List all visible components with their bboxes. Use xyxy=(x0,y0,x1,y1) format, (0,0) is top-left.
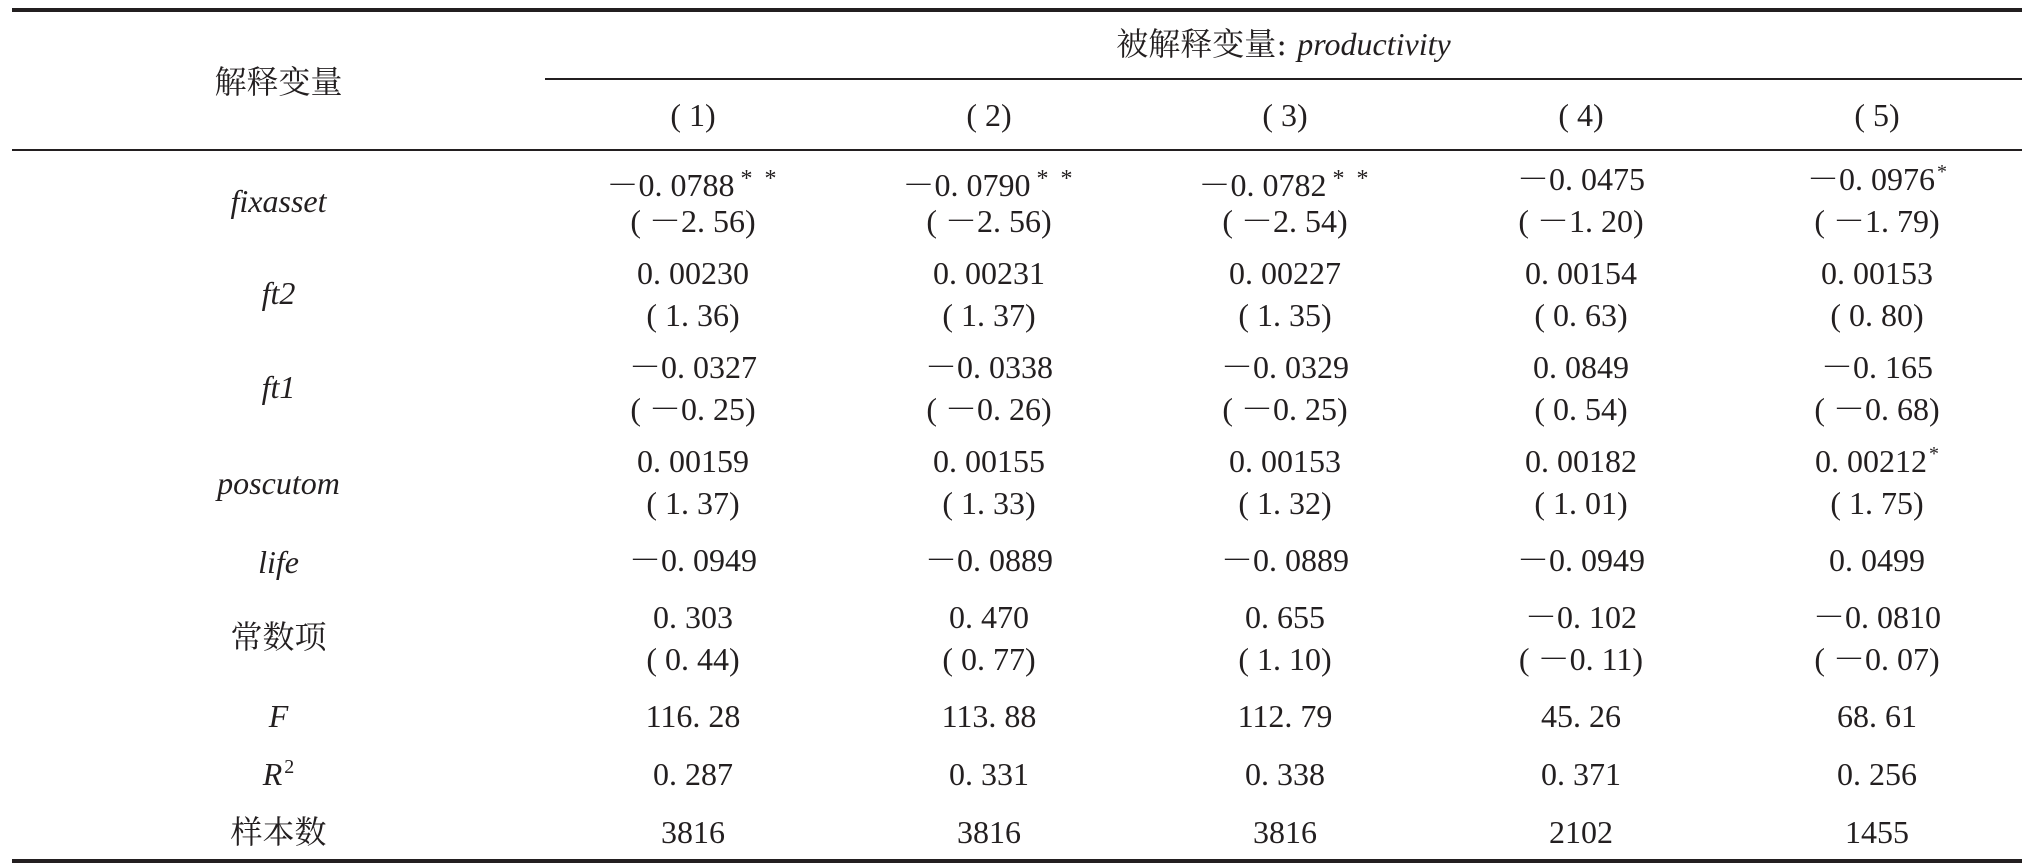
coef-fixasset-1: －0. 0788 * * xyxy=(606,166,780,203)
value-n-3: 3816 xyxy=(1253,814,1317,850)
table-top-rule xyxy=(12,8,2022,12)
coef-fixasset-5: －0. 0976 * xyxy=(1806,161,1947,197)
tstat-ft2-2: ( 1. 37) xyxy=(942,297,1036,333)
coef-constant-5: －0. 0810 xyxy=(1812,599,1941,635)
tstat-constant-1: ( 0. 44) xyxy=(646,641,740,677)
coef-constant-4: －0. 102 xyxy=(1524,599,1637,635)
tstat-ft2-1: ( 1. 36) xyxy=(646,297,740,333)
value-r2-3: 0. 338 xyxy=(1245,756,1325,792)
value-f-5: 68. 61 xyxy=(1837,698,1917,734)
tstat-fixasset-2: ( －2. 56) xyxy=(926,203,1052,239)
coef-life-2: －0. 0889 xyxy=(924,542,1053,578)
tstat-ft1-5: ( －0. 68) xyxy=(1814,391,1940,427)
coef-fixasset-2: －0. 0790 * * xyxy=(902,166,1076,203)
value-n-4: 2102 xyxy=(1549,814,1613,850)
coef-constant-3: 0. 655 xyxy=(1245,599,1325,635)
column-header-5: ( 5) xyxy=(1854,97,1900,133)
tstat-poscutom-2: ( 1. 33) xyxy=(942,485,1036,521)
value-n-2: 3816 xyxy=(957,814,1021,850)
table-spanner-rule xyxy=(545,78,2022,80)
coef-ft1-2: －0. 0338 xyxy=(924,349,1053,385)
table-header-rule xyxy=(12,149,2022,151)
table-bottom-rule xyxy=(12,859,2022,863)
coef-life-1: －0. 0949 xyxy=(628,542,757,578)
coef-poscutom-1: 0. 00159 xyxy=(637,443,749,479)
coef-poscutom-5: 0. 00212 * xyxy=(1815,443,1939,479)
column-header-2: ( 2) xyxy=(966,97,1012,133)
value-n-1: 3816 xyxy=(661,814,725,850)
coef-poscutom-4: 0. 00182 xyxy=(1525,443,1637,479)
header-row-label: 解释变量 xyxy=(214,63,343,101)
value-f-1: 116. 28 xyxy=(645,698,741,734)
coef-constant-2: 0. 470 xyxy=(949,599,1029,635)
value-f-2: 113. 88 xyxy=(941,698,1037,734)
coef-fixasset-3: －0. 0782 * * xyxy=(1198,166,1372,203)
tstat-constant-2: ( 0. 77) xyxy=(942,641,1036,677)
tstat-constant-3: ( 1. 10) xyxy=(1238,641,1332,677)
tstat-ft1-1: ( －0. 25) xyxy=(630,391,756,427)
row-label-constant: 常数项 xyxy=(230,618,327,656)
coef-poscutom-3: 0. 00153 xyxy=(1229,443,1341,479)
column-header-3: ( 3) xyxy=(1262,97,1308,133)
coef-ft1-1: －0. 0327 xyxy=(628,349,757,385)
row-label-f-statistic: F xyxy=(268,698,289,734)
coef-ft1-4: 0. 0849 xyxy=(1533,349,1629,385)
value-r2-1: 0. 287 xyxy=(653,756,733,792)
coef-constant-1: 0. 303 xyxy=(653,599,733,635)
coef-life-4: －0. 0949 xyxy=(1516,542,1645,578)
value-f-4: 45. 26 xyxy=(1541,698,1621,734)
dependent-variable-name: productivity xyxy=(1297,26,1451,62)
coef-ft2-5: 0. 00153 xyxy=(1821,255,1933,291)
tstat-ft1-2: ( －0. 26) xyxy=(926,391,1052,427)
tstat-ft1-4: ( 0. 54) xyxy=(1534,391,1628,427)
dependent-variable-prefix: 被解释变量: xyxy=(1116,25,1298,63)
tstat-poscutom-1: ( 1. 37) xyxy=(646,485,740,521)
tstat-fixasset-3: ( －2. 54) xyxy=(1222,203,1348,239)
value-n-5: 1455 xyxy=(1845,814,1909,850)
tstat-fixasset-5: ( －1. 79) xyxy=(1814,203,1940,239)
coef-ft1-3: －0. 0329 xyxy=(1220,349,1349,385)
value-r2-2: 0. 331 xyxy=(949,756,1029,792)
coef-ft2-2: 0. 00231 xyxy=(933,255,1045,291)
tstat-poscutom-4: ( 1. 01) xyxy=(1534,485,1628,521)
row-label-sample-size: 样本数 xyxy=(230,813,327,851)
value-r2-5: 0. 256 xyxy=(1837,756,1917,792)
row-label-ft2: ft2 xyxy=(261,275,296,311)
dependent-variable-heading xyxy=(545,24,2022,64)
tstat-constant-4: ( －0. 11) xyxy=(1518,641,1644,677)
tstat-ft1-3: ( －0. 25) xyxy=(1222,391,1348,427)
row-label-life: life xyxy=(258,544,299,580)
row-label-ft1: ft1 xyxy=(261,369,296,405)
column-header-1: ( 1) xyxy=(670,97,716,133)
coef-life-5: 0. 0499 xyxy=(1829,542,1925,578)
coef-fixasset-4: －0. 0475 xyxy=(1516,161,1645,197)
value-f-3: 112. 79 xyxy=(1237,698,1333,734)
row-label-poscutom: poscutom xyxy=(217,465,340,501)
row-label-r-squared: R $^2$ xyxy=(262,756,295,792)
tstat-poscutom-5: ( 1. 75) xyxy=(1830,485,1924,521)
column-header-4: ( 4) xyxy=(1558,97,1604,133)
coef-ft2-1: 0. 00230 xyxy=(637,255,749,291)
tstat-poscutom-3: ( 1. 32) xyxy=(1238,485,1332,521)
tstat-ft2-4: ( 0. 63) xyxy=(1534,297,1628,333)
coef-poscutom-2: 0. 00155 xyxy=(933,443,1045,479)
coef-ft2-4: 0. 00154 xyxy=(1525,255,1637,291)
coef-ft2-3: 0. 00227 xyxy=(1229,255,1341,291)
row-label-fixasset: fixasset xyxy=(230,183,327,219)
tstat-ft2-3: ( 1. 35) xyxy=(1238,297,1332,333)
tstat-constant-5: ( －0. 07) xyxy=(1814,641,1940,677)
value-r2-4: 0. 371 xyxy=(1541,756,1621,792)
tstat-fixasset-1: ( －2. 56) xyxy=(630,203,756,239)
tstat-ft2-5: ( 0. 80) xyxy=(1830,297,1924,333)
tstat-fixasset-4: ( －1. 20) xyxy=(1518,203,1644,239)
coef-ft1-5: －0. 165 xyxy=(1820,349,1933,385)
coef-life-3: －0. 0889 xyxy=(1220,542,1349,578)
